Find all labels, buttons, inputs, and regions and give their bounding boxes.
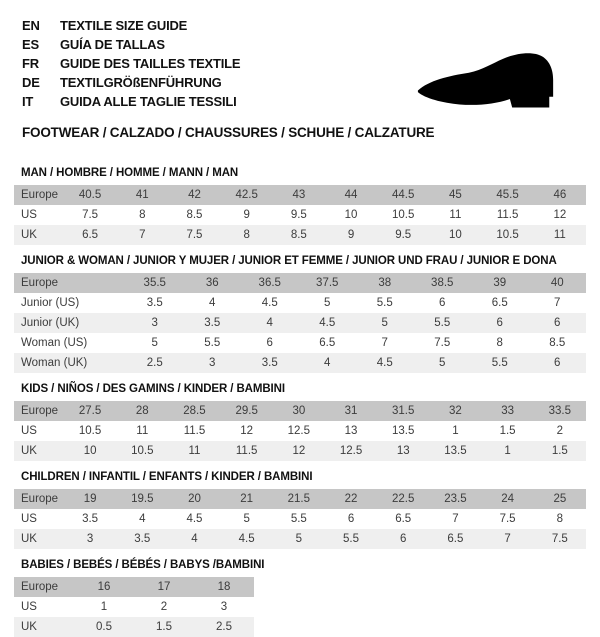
- size-cell: 7.5: [186, 229, 203, 241]
- size-cell: 8.5: [549, 337, 566, 349]
- size-cell: 5: [151, 337, 158, 349]
- size-cell: 41: [135, 189, 149, 201]
- size-cell: 5: [243, 513, 250, 525]
- size-cell: 12.5: [339, 445, 363, 457]
- size-cell: 6: [439, 297, 446, 309]
- row-label: Europe: [21, 189, 59, 201]
- language-label: GUIDE DES TAILLES TEXTILE: [60, 56, 241, 71]
- size-table: [14, 401, 586, 461]
- size-cell: 2: [556, 425, 564, 437]
- size-cell: 2.5: [216, 621, 232, 633]
- size-cell: 8: [496, 337, 503, 349]
- size-cell: 6.5: [395, 513, 412, 525]
- size-cell: 38: [378, 277, 392, 289]
- table-row: [14, 293, 586, 313]
- language-label: GUÍA DE TALLAS: [60, 37, 165, 52]
- size-section: [14, 383, 586, 461]
- size-cell: 5.5: [343, 533, 360, 545]
- row-label: Europe: [21, 405, 59, 417]
- size-cell: 21: [240, 493, 254, 505]
- size-cell: 1.5: [551, 445, 568, 457]
- language-code: IT: [22, 94, 34, 109]
- size-cell: 8: [243, 229, 250, 241]
- size-cell: 6: [496, 317, 503, 329]
- section-title: MAN / HOMBRE / HOMME / MANN / MAN: [21, 167, 239, 179]
- size-cell: 7.5: [551, 533, 568, 545]
- table-row: [14, 421, 586, 441]
- size-cell: 21.5: [287, 493, 311, 505]
- row-label: UK: [21, 445, 37, 457]
- size-cell: 11.5: [235, 445, 258, 457]
- size-cell: 8.5: [290, 229, 307, 241]
- size-cell: 6: [554, 357, 561, 369]
- dress-shoe-icon: [394, 38, 584, 123]
- language-code: EN: [22, 18, 40, 33]
- table-row: [14, 185, 586, 205]
- size-cell: 27.5: [78, 405, 102, 417]
- size-cell: 5: [381, 317, 388, 329]
- size-cell: 31.5: [392, 405, 415, 417]
- size-cell: 6.5: [491, 297, 508, 309]
- language-label: GUIDA ALLE TAGLIE TESSILI: [60, 94, 237, 109]
- size-cell: 33.5: [548, 405, 572, 417]
- table-row: [14, 489, 586, 509]
- size-cell: 44: [344, 189, 358, 201]
- size-cell: 3: [151, 317, 158, 329]
- section-title: JUNIOR & WOMAN / JUNIOR Y MUJER / JUNIOR ET FEMME / JUNIOR UND FRAU / JUNIOR E DONA: [21, 255, 557, 267]
- size-cell: 4: [209, 297, 216, 309]
- size-cell: 39: [493, 277, 507, 289]
- size-cell: 9.5: [290, 209, 307, 221]
- size-cell: 36.5: [258, 277, 281, 289]
- table-row: [14, 313, 586, 333]
- size-cell: 13: [344, 425, 358, 437]
- size-cell: 5.5: [204, 337, 221, 349]
- size-cell: 4: [324, 357, 331, 369]
- row-label: US: [21, 601, 37, 613]
- size-cell: 44.5: [392, 189, 415, 201]
- row-label: UK: [21, 229, 37, 241]
- size-cell: 6: [266, 337, 273, 349]
- size-cell: 16: [97, 581, 111, 593]
- size-cell: 37.5: [316, 277, 339, 289]
- size-cell: 13.5: [444, 445, 467, 457]
- size-cell: 36: [205, 277, 219, 289]
- size-cell: 13: [396, 445, 410, 457]
- size-cell: 40: [550, 277, 564, 289]
- size-cell: 11: [449, 209, 462, 221]
- section-title: CHILDREN / INFANTIL / ENFANTS / KINDER / BAMBINI: [21, 471, 313, 483]
- size-table: [14, 185, 586, 245]
- size-cell: 8: [139, 209, 146, 221]
- size-cell: 1.5: [156, 621, 172, 633]
- size-cell: 6.5: [319, 337, 336, 349]
- language-code: FR: [22, 56, 39, 71]
- size-cell: 8.5: [186, 209, 203, 221]
- table-row: [14, 597, 254, 617]
- size-cell: 33: [501, 405, 514, 417]
- size-cell: 11: [188, 445, 201, 457]
- size-cell: 12: [292, 445, 306, 457]
- table-row: [14, 273, 586, 293]
- size-cell: 7.5: [499, 513, 516, 525]
- size-cell: 9.5: [395, 229, 412, 241]
- size-cell: 45.5: [496, 189, 519, 201]
- size-cell: 45: [449, 189, 462, 201]
- size-cell: 9: [243, 209, 250, 221]
- table-row: [14, 577, 254, 597]
- size-cell: 3.5: [134, 533, 151, 545]
- size-cell: 3: [209, 357, 216, 369]
- category-line: FOOTWEAR / CALZADO / CHAUSSURES / SCHUHE / CALZATURE: [22, 125, 435, 140]
- language-label: TEXTILGRÖßENFÜHRUNG: [60, 75, 222, 90]
- size-cell: 38.5: [431, 277, 454, 289]
- size-cell: 6: [400, 533, 407, 545]
- table-row: [14, 509, 586, 529]
- language-code: ES: [22, 37, 39, 52]
- size-table: [14, 489, 586, 549]
- size-section: [14, 559, 586, 637]
- size-cell: 7.5: [434, 337, 451, 349]
- size-cell: 22.5: [392, 493, 415, 505]
- size-cell: 31: [344, 405, 358, 417]
- size-cell: 4.5: [319, 317, 336, 329]
- size-cell: 19: [83, 493, 97, 505]
- size-cell: 25: [553, 493, 567, 505]
- size-cell: 5.5: [434, 317, 451, 329]
- size-table: [14, 577, 254, 637]
- row-label: Junior (US): [21, 297, 80, 309]
- size-cell: 5: [295, 533, 303, 545]
- size-cell: 13.5: [392, 425, 415, 437]
- size-cell: 3: [86, 533, 94, 545]
- size-guide-page: [0, 16, 600, 633]
- size-cell: 4.5: [238, 533, 255, 545]
- table-row: [14, 205, 586, 225]
- table-row: [14, 333, 586, 353]
- size-cell: 3: [220, 601, 228, 613]
- size-cell: 8: [556, 513, 564, 525]
- section-title: BABIES / BEBÉS / BÉBÉS / BABYS /BAMBINI: [21, 559, 265, 571]
- language-code: DE: [22, 75, 40, 90]
- size-cell: 2: [160, 601, 168, 613]
- size-cell: 7.5: [82, 209, 99, 221]
- size-cell: 22: [344, 493, 358, 505]
- table-row: [14, 401, 586, 421]
- size-cell: 5.5: [491, 357, 508, 369]
- size-cell: 5: [439, 357, 446, 369]
- size-cell: 19.5: [131, 493, 154, 505]
- size-cell: 11.5: [496, 209, 519, 221]
- row-label: US: [21, 209, 37, 221]
- size-cell: 5: [324, 297, 331, 309]
- size-cell: 0.5: [96, 621, 112, 633]
- size-cell: 10.5: [496, 229, 519, 241]
- section-title: KIDS / NIÑOS / DES GAMINS / KINDER / BAMBINI: [21, 383, 285, 395]
- size-cell: 7: [504, 533, 511, 545]
- size-cell: 12: [553, 209, 567, 221]
- size-cell: 28.5: [183, 405, 206, 417]
- row-label: Europe: [21, 493, 59, 505]
- size-cell: 46: [553, 189, 567, 201]
- size-cell: 10: [83, 445, 97, 457]
- size-cell: 3.5: [146, 297, 163, 309]
- size-tables: [14, 167, 586, 637]
- table-row: [14, 441, 586, 461]
- size-cell: 9: [347, 229, 355, 241]
- table-row: [14, 529, 586, 549]
- size-cell: 7: [381, 337, 388, 349]
- size-cell: 4.5: [261, 297, 278, 309]
- size-cell: 30: [292, 405, 306, 417]
- language-row: [22, 16, 600, 35]
- row-label: UK: [21, 533, 37, 545]
- size-cell: 1: [504, 445, 511, 457]
- size-cell: 11.5: [183, 425, 206, 437]
- size-cell: 23.5: [444, 493, 467, 505]
- size-cell: 6.5: [447, 533, 464, 545]
- size-cell: 10: [449, 229, 462, 241]
- size-cell: 32: [449, 405, 462, 417]
- row-label: Europe: [21, 581, 59, 593]
- table-row: [14, 353, 586, 373]
- row-label: Woman (US): [21, 337, 88, 349]
- size-cell: 11: [136, 425, 149, 437]
- size-cell: 10.5: [131, 445, 154, 457]
- size-cell: 6: [347, 513, 355, 525]
- size-cell: 18: [217, 581, 231, 593]
- size-cell: 7: [139, 229, 146, 241]
- size-cell: 42.5: [235, 189, 258, 201]
- size-cell: 10.5: [78, 425, 102, 437]
- size-cell: 1: [452, 425, 459, 437]
- size-cell: 5.5: [376, 297, 393, 309]
- size-section: [14, 255, 586, 373]
- size-cell: 3.5: [204, 317, 221, 329]
- row-label: US: [21, 425, 37, 437]
- size-cell: 4: [266, 317, 273, 329]
- size-cell: 1: [100, 601, 108, 613]
- table-row: [14, 225, 586, 245]
- size-cell: 4.5: [376, 357, 393, 369]
- size-cell: 40.5: [78, 189, 102, 201]
- row-label: Europe: [21, 277, 59, 289]
- language-label: TEXTILE SIZE GUIDE: [60, 18, 188, 33]
- size-cell: 4.5: [186, 513, 203, 525]
- table-row: [14, 617, 254, 637]
- row-label: US: [21, 513, 37, 525]
- size-cell: 35.5: [143, 277, 166, 289]
- size-cell: 20: [188, 493, 201, 505]
- size-cell: 3.5: [261, 357, 278, 369]
- size-cell: 11: [553, 229, 566, 241]
- size-cell: 12: [240, 425, 254, 437]
- size-cell: 4: [139, 513, 146, 525]
- size-cell: 5.5: [290, 513, 307, 525]
- size-cell: 43: [292, 189, 306, 201]
- row-label: Junior (UK): [21, 317, 80, 329]
- size-cell: 17: [157, 581, 171, 593]
- size-cell: 12.5: [287, 425, 311, 437]
- row-label: UK: [21, 621, 37, 633]
- size-cell: 7: [554, 297, 561, 309]
- size-cell: 6: [554, 317, 561, 329]
- size-cell: 6.5: [82, 229, 99, 241]
- size-cell: 42: [188, 189, 201, 201]
- size-cell: 2.5: [146, 357, 163, 369]
- size-cell: 7: [452, 513, 459, 525]
- row-label: Woman (UK): [21, 357, 88, 369]
- size-cell: 29.5: [235, 405, 258, 417]
- size-cell: 1.5: [499, 425, 516, 437]
- size-cell: 10.5: [392, 209, 415, 221]
- size-section: [14, 471, 586, 549]
- size-cell: 24: [501, 493, 514, 505]
- size-table: [14, 273, 586, 373]
- size-cell: 10: [344, 209, 358, 221]
- size-section: [14, 167, 586, 245]
- size-cell: 3.5: [82, 513, 99, 525]
- size-cell: 28: [135, 405, 149, 417]
- size-cell: 4: [191, 533, 198, 545]
